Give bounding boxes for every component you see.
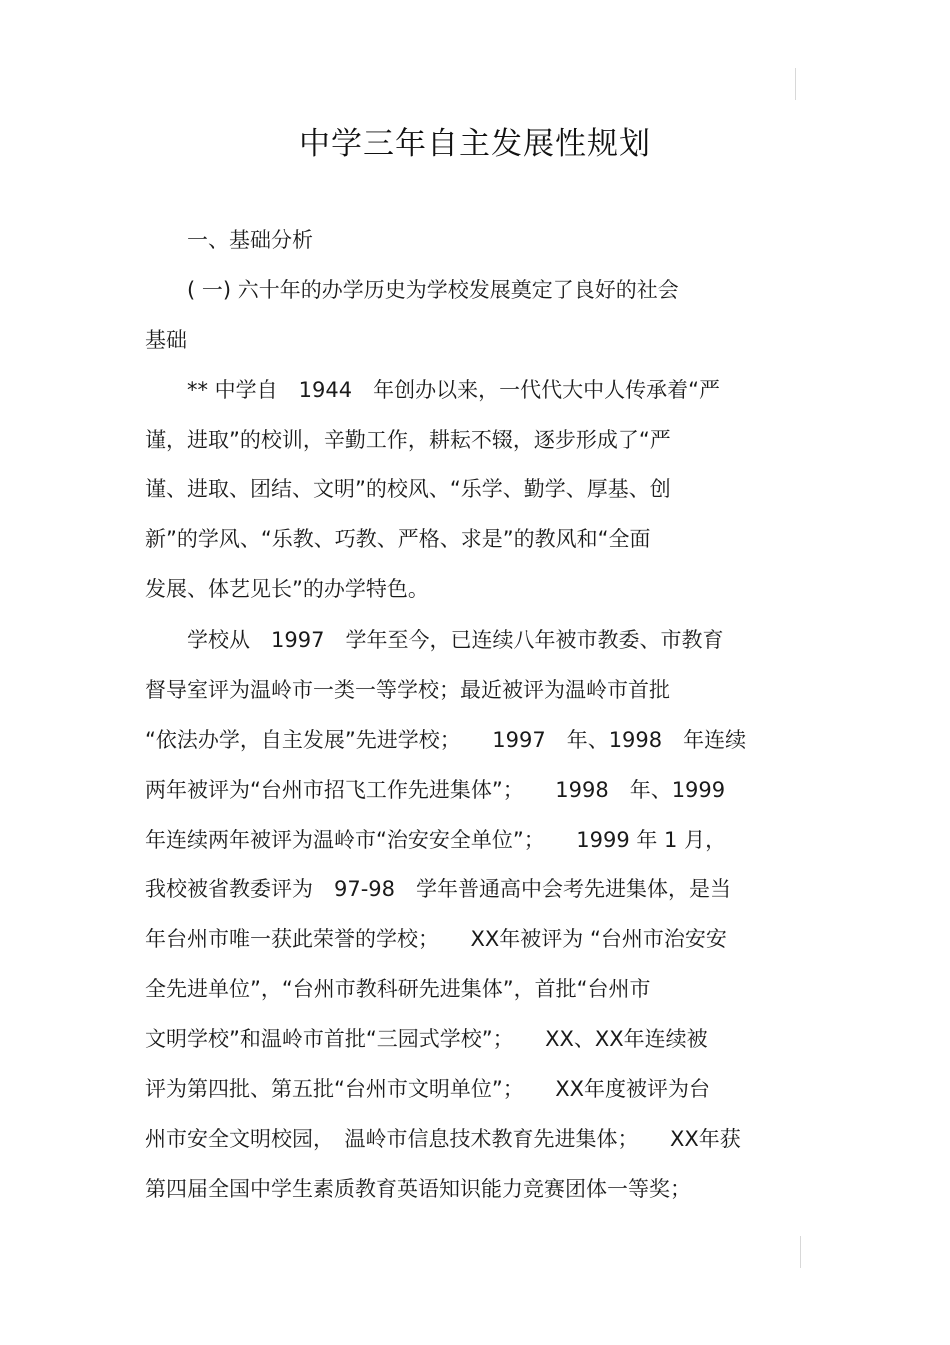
text-line: 年台州市唯一获此荣誉的学校； XX年被评为 “台州市治安安 <box>145 927 727 951</box>
text-line: 全先进单位”，“台州市教科研先进集体”，首批“台州市 <box>145 977 651 1001</box>
page-corner-mark-top <box>795 68 796 100</box>
text-line: ** 中学自 1944 年创办以来，一代代大中人传承着“严 <box>145 378 720 402</box>
text-line: 文明学校”和温岭市首批“三园式学校”； XX、XX年连续被 <box>145 1027 708 1051</box>
text-line: “依法办学，自主发展”先进学校； 1997 年、1998 年连续 <box>145 728 747 752</box>
text-line: 两年被评为“台州市招飞工作先进集体”； 1998 年、1999 <box>145 778 726 802</box>
page-title: 中学三年自主发展性规划 <box>299 126 651 162</box>
text-line: 年连续两年被评为温岭市“治安安全单位”； 1999 年 1 月， <box>145 828 727 852</box>
page-corner-mark-bottom <box>800 1236 801 1268</box>
text-line: 州市安全文明校园， 温岭市信息技术教育先进集体； XX年获 <box>145 1127 741 1151</box>
text-line: 一、基础分析 <box>145 228 313 252</box>
text-line: 第四届全国中学生素质教育英语知识能力竞赛团体一等奖； <box>145 1177 691 1201</box>
text-line: 谨、进取、团结、文明”的校风、“乐学、勤学、厚基、创 <box>145 477 671 501</box>
text-line: 评为第四批、第五批“台州市文明单位”； XX年度被评为台 <box>145 1077 711 1101</box>
text-line: 学校从 1997 学年至今，已连续八年被市教委、市教育 <box>145 628 724 652</box>
text-line: 基础 <box>145 328 187 352</box>
text-line: 发展、体艺见长”的办学特色。 <box>145 577 429 601</box>
text-line: ( 一) 六十年的办学历史为学校发展奠定了良好的社会 <box>145 278 679 302</box>
text-line: 我校被省教委评为 97-98 学年普通高中会考先进集体，是当 <box>145 877 732 901</box>
text-line: 谨，进取”的校训，辛勤工作，耕耘不辍，逐步形成了“严 <box>145 428 671 452</box>
text-line: 督导室评为温岭市一类一等学校；最近被评为温岭市首批 <box>145 678 670 702</box>
text-line: 新”的学风、“乐教、巧教、严格、求是”的教风和“全面 <box>145 527 651 551</box>
